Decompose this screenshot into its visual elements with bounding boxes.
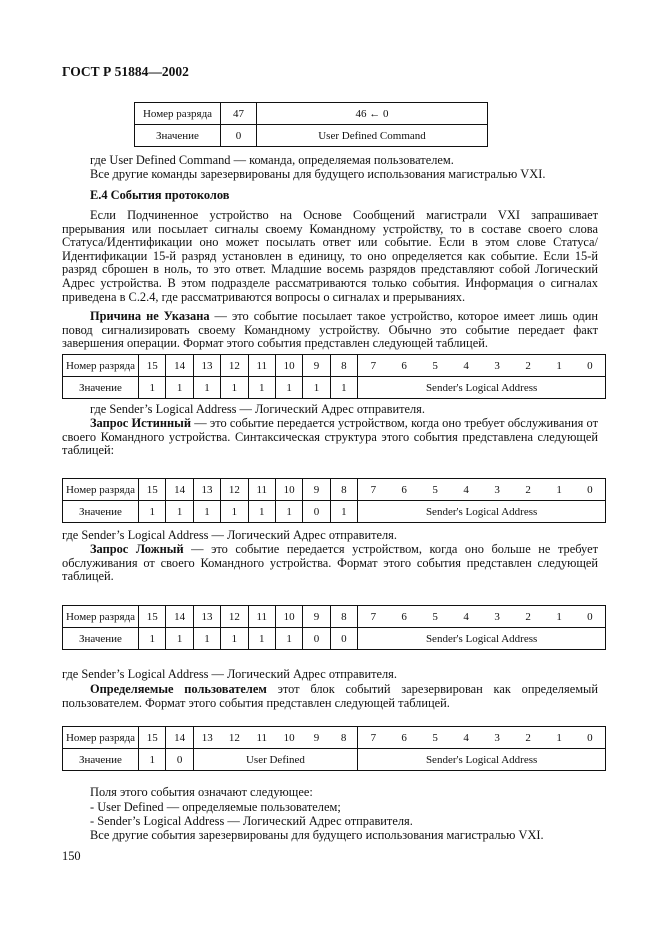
table-cell: Значение <box>63 501 139 523</box>
table-cell: 2 <box>513 606 544 628</box>
table-cell: 13 <box>193 355 220 377</box>
table-cell: 15 <box>139 355 166 377</box>
table-cell: 2 <box>513 479 544 501</box>
table-cell: 3 <box>482 479 513 501</box>
table-cell: 10 <box>275 479 302 501</box>
bit-table-request-false <box>62 605 606 650</box>
table-row <box>135 103 488 125</box>
table-cell: 1 <box>166 501 193 523</box>
table-cell: 1 <box>275 377 302 399</box>
paragraph: где Sender’s Logical Address — Логический Адрес отправителя. <box>90 402 425 416</box>
bit-number-row <box>63 606 606 628</box>
table-cell: 1 <box>303 377 330 399</box>
table-cell: 1 <box>139 377 166 399</box>
table-cell: 5 <box>420 355 451 377</box>
table-cell: 8 <box>330 479 357 501</box>
paragraph: Все другие события зарезервированы для будущего использования магистралью VXI. <box>90 828 544 842</box>
table-cell: 13 <box>193 479 220 501</box>
table-cell: Значение <box>135 125 221 147</box>
paragraph: где Sender’s Logical Address — Логический Адрес отправителя. <box>62 667 397 681</box>
bit-table-user-defined <box>62 726 606 771</box>
table-cell: 1 <box>139 501 166 523</box>
table-cell: 6 <box>389 355 420 377</box>
table-cell: 1 <box>193 377 220 399</box>
table-cell: 11 <box>248 355 275 377</box>
table-cell: 1 <box>166 628 193 650</box>
table-cell: 3 <box>482 355 513 377</box>
value-row <box>63 628 606 650</box>
table-cell: 5 <box>420 727 451 749</box>
table-cell: 2 <box>513 727 544 749</box>
table-cell: Значение <box>63 749 139 771</box>
bit-number-row <box>63 479 606 501</box>
table-cell: 5 <box>420 606 451 628</box>
table-cell: Значение <box>63 628 139 650</box>
command-format-table <box>134 102 488 147</box>
table-cell: 13 <box>193 727 220 749</box>
bit-table <box>62 354 606 399</box>
table-cell: 0 <box>221 125 257 147</box>
table-cell: 4 <box>451 606 482 628</box>
table-cell: Номер разряда <box>63 606 139 628</box>
bit-number-row <box>63 727 606 749</box>
value-row <box>63 749 606 771</box>
table-cell: 11 <box>248 479 275 501</box>
table-cell: 0 <box>303 628 330 650</box>
table-cell: 1 <box>193 501 220 523</box>
table-cell: 8 <box>330 606 357 628</box>
table-cell: 9 <box>303 355 330 377</box>
value-row <box>63 377 606 399</box>
paragraph <box>62 310 598 351</box>
table-cell: 10 <box>275 606 302 628</box>
table-cell: 2 <box>513 355 544 377</box>
table-cell: 0 <box>575 727 606 749</box>
paragraph: Все другие команды зарезервированы для будущего использования магистралью VXI. <box>90 167 546 181</box>
paragraph-text: — это событие передается устройством, когда оно требует обслуживания от своего Командного устройства. Синтаксическая структура этого события представлена следующей таблицей: <box>62 416 598 458</box>
bit-table <box>62 605 606 650</box>
paragraph-text: — это событие передается устройством, когда оно больше не требует обслуживания от своего Командного устройства. Формат этого события представлен следующей таблицей. <box>62 542 598 584</box>
table-cell: Sender's Logical Address <box>358 501 606 523</box>
table-cell: 0 <box>575 606 606 628</box>
table-cell: 13 <box>193 606 220 628</box>
paragraph: где User Defined Command — команда, определяемая пользователем. <box>90 153 454 167</box>
table-cell: 10 <box>275 727 302 749</box>
term: Определяемые пользователем <box>90 682 267 696</box>
table-cell: 6 <box>389 606 420 628</box>
table-cell: Sender's Logical Address <box>358 377 606 399</box>
table-cell: 12 <box>221 606 248 628</box>
table-cell: 1 <box>221 377 248 399</box>
table-cell: User Defined <box>193 749 357 771</box>
table-cell: 6 <box>389 479 420 501</box>
list-item: - Sender’s Logical Address — Логический Адрес отправителя. <box>90 814 413 828</box>
bit-number-row <box>63 355 606 377</box>
bit-table <box>62 478 606 523</box>
table-cell: 14 <box>166 355 193 377</box>
table-cell: 1 <box>544 355 575 377</box>
paragraph: Поля этого события означают следующее: <box>90 785 313 799</box>
table-cell: 1 <box>330 377 357 399</box>
table-cell: 8 <box>330 727 357 749</box>
table-cell: 7 <box>358 727 389 749</box>
table-cell: 9 <box>303 479 330 501</box>
table-cell: 14 <box>166 606 193 628</box>
table-cell: 47 <box>221 103 257 125</box>
table-cell: 1 <box>275 628 302 650</box>
table-cell: 12 <box>221 355 248 377</box>
paragraph <box>62 543 598 584</box>
table-cell: 0 <box>575 355 606 377</box>
table-cell: 46 ← 0 <box>257 103 488 125</box>
table-cell: 1 <box>544 479 575 501</box>
table-cell: 15 <box>139 479 166 501</box>
page-number: 150 <box>62 849 81 863</box>
document-header: ГОСТ Р 51884—2002 <box>62 64 189 79</box>
paragraph-text: — это событие посылает такое устройство, которое имеет лишь один повод сигнализировать своему Командному устройству. Обычно это событие передает факт завершения операции. Формат этого события представлен следующей таблицей. <box>62 309 598 351</box>
paragraph <box>62 417 598 458</box>
table-cell: 1 <box>221 501 248 523</box>
table-cell: 0 <box>330 628 357 650</box>
value-row <box>63 501 606 523</box>
table-cell: 6 <box>389 727 420 749</box>
paragraph: где Sender’s Logical Address — Логический Адрес отправителя. <box>62 528 397 542</box>
table-cell: Sender's Logical Address <box>358 749 606 771</box>
table-cell: Номер разряда <box>63 479 139 501</box>
table-cell: 14 <box>166 727 193 749</box>
table-cell: 4 <box>451 355 482 377</box>
table-cell: 8 <box>330 355 357 377</box>
table-cell: 1 <box>248 377 275 399</box>
table-cell: 7 <box>358 479 389 501</box>
table-cell: Номер разряда <box>135 103 221 125</box>
table-cell: Значение <box>63 377 139 399</box>
table-cell: 12 <box>221 727 248 749</box>
table-cell: 1 <box>544 727 575 749</box>
table-cell: 9 <box>303 727 330 749</box>
bit-table <box>62 726 606 771</box>
table-cell: 10 <box>275 355 302 377</box>
table-cell: 3 <box>482 606 513 628</box>
table-cell: 5 <box>420 479 451 501</box>
table-cell: 1 <box>330 501 357 523</box>
table-cell: 7 <box>358 606 389 628</box>
section-heading: E.4 События протоколов <box>90 188 230 202</box>
table-cell: 11 <box>248 606 275 628</box>
table-cell: 0 <box>166 749 193 771</box>
table-cell: 1 <box>139 628 166 650</box>
bit-table-no-cause <box>62 354 606 399</box>
term: Запрос Истинный <box>90 416 191 430</box>
table-cell: 15 <box>139 606 166 628</box>
table-cell: 1 <box>166 377 193 399</box>
table-cell: Номер разряда <box>63 355 139 377</box>
table-cell: 1 <box>248 628 275 650</box>
table-cell: 4 <box>451 727 482 749</box>
term: Причина не Указана <box>90 309 210 323</box>
table-cell: 1 <box>248 501 275 523</box>
table-cell: Номер разряда <box>63 727 139 749</box>
bit-table-request-true <box>62 478 606 523</box>
table-cell: 7 <box>358 355 389 377</box>
term: Запрос Ложный <box>90 542 184 556</box>
table-cell: 1 <box>193 628 220 650</box>
table-cell: 4 <box>451 479 482 501</box>
paragraph: Если Подчиненное устройство на Основе Сообщений магистрали VXI запрашивает прерывания или посылает сигналы своему Командному устройству, то в составе своего слова Статуса/Идентификации оно может посылать ответ или событие. Если в этом слове Статуса/Идентификации 15-й разряд установлен в единицу, то оно определяется как событие. Если 15-й разряд сброшен в ноль, то это ответ. Младшие восемь разрядов представляют собой Логический Адрес устройства. В этом подразделе рассматриваются только события. Информация о сигналах приведена в С.2.4, где рассматриваются вопросы о сигналах и прерываниях. <box>62 208 598 304</box>
table-cell: 1 <box>139 749 166 771</box>
table-row <box>135 125 488 147</box>
table-cell: 11 <box>248 727 275 749</box>
table-cell: 15 <box>139 727 166 749</box>
table-cell: 9 <box>303 606 330 628</box>
table-cell: 1 <box>544 606 575 628</box>
table-cell: 0 <box>303 501 330 523</box>
table-cell: 12 <box>221 479 248 501</box>
paragraph-text: этот блок событий зарезервирован как определяемый пользователем. Формат этого события представлен следующей таблицей. <box>62 682 598 710</box>
table-cell: 0 <box>575 479 606 501</box>
table-cell: 1 <box>221 628 248 650</box>
table-cell: 3 <box>482 727 513 749</box>
table-cell: 1 <box>275 501 302 523</box>
table-cell: User Defined Command <box>257 125 488 147</box>
table-cell: Sender's Logical Address <box>358 628 606 650</box>
table-cell: 14 <box>166 479 193 501</box>
list-item: - User Defined — определяемые пользователем; <box>90 800 341 814</box>
paragraph <box>62 683 598 710</box>
